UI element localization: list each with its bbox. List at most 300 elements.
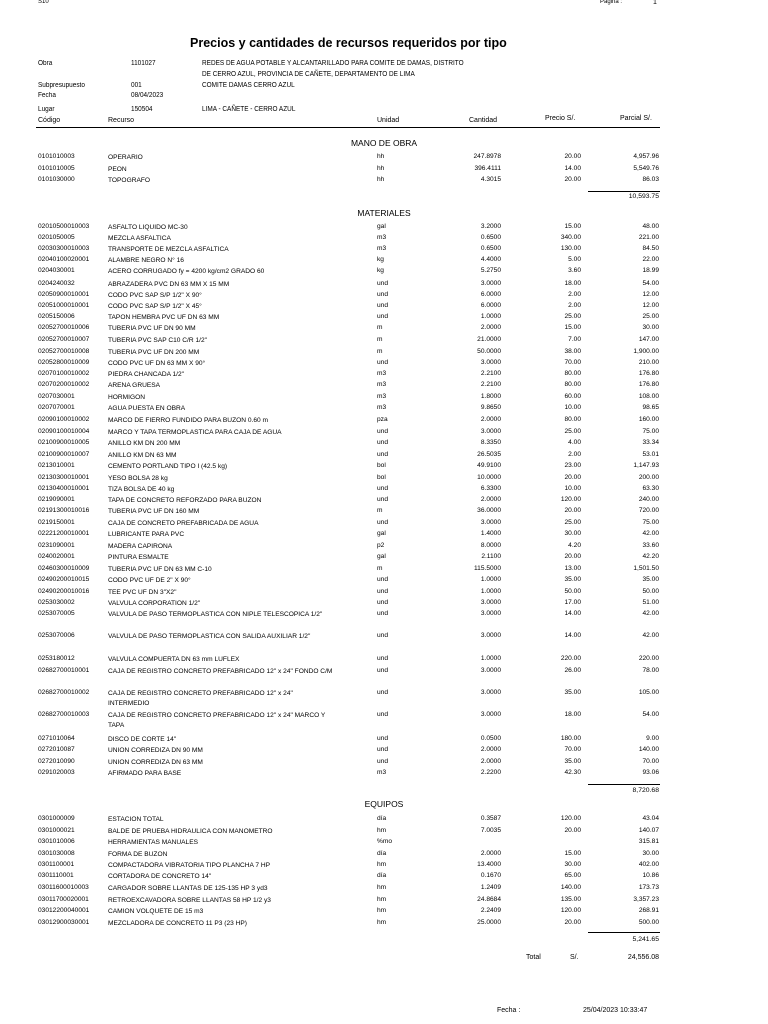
row-partial: 176.80 (638, 370, 659, 377)
row-partial: 98.65 (642, 404, 659, 411)
row-unit: m3 (377, 234, 387, 241)
row-unit: und (377, 711, 389, 718)
row-unit: und (377, 291, 389, 298)
row-price: 20.00 (564, 507, 581, 514)
row-resource: CAMION VOLQUETE DE 15 m3 (108, 908, 204, 915)
row-unit: m3 (377, 245, 387, 252)
row-resource: VALVULA DE PASO TERMOPLASTICA CON SALIDA AUXILIAR 1/2" (108, 633, 311, 640)
section-subtotal: 8,720.68 (632, 787, 659, 794)
row-partial: 50.00 (642, 588, 659, 595)
row-partial: 720.00 (638, 507, 659, 514)
row-price: 20.00 (564, 474, 581, 481)
row-unit: und (377, 302, 389, 309)
row-quantity: 2.2100 (480, 370, 501, 377)
row-quantity: 3.0000 (480, 428, 501, 435)
row-partial: 1,501.50 (633, 565, 659, 572)
row-resource: CEMENTO PORTLAND TIPO I (42.5 kg) (108, 463, 228, 470)
row-partial: 500.00 (638, 919, 659, 926)
row-code: 0253180012 (38, 655, 75, 662)
row-price: 130.00 (560, 245, 581, 252)
row-unit: p2 (377, 542, 385, 549)
row-resource: DISCO DE CORTE 14" (108, 736, 177, 743)
row-partial: 48.00 (642, 223, 659, 230)
row-price: 25.00 (564, 313, 581, 320)
row-code: 0301000021 (38, 827, 75, 834)
row-unit: m3 (377, 393, 387, 400)
row-code: 02070100010002 (38, 370, 90, 377)
section-subtotal: 10,593.75 (628, 193, 659, 200)
row-price: 35.00 (564, 576, 581, 583)
row-unit: día (377, 815, 387, 822)
table-row (0, 302, 768, 312)
footer-fecha-label: Fecha : (497, 1007, 521, 1014)
row-quantity: 3.0000 (480, 610, 501, 617)
row-price: 140.00 (560, 884, 581, 891)
row-quantity: 2.0000 (480, 746, 501, 753)
row-partial: 10.86 (642, 872, 659, 879)
table-row (0, 451, 768, 461)
row-code: 0272010087 (38, 746, 75, 753)
row-partial: 54.00 (642, 711, 659, 718)
row-code: 02460300010009 (38, 565, 90, 572)
row-partial: 140.07 (638, 827, 659, 834)
row-unit: m (377, 348, 383, 355)
row-resource: TUBERIA PVC UF DN 63 MM C-10 (108, 566, 212, 573)
total-value: 24,556.08 (627, 954, 659, 961)
table-row (0, 153, 768, 163)
row-resource: TOPOGRAFO (108, 177, 151, 184)
row-partial: 210.00 (638, 359, 659, 366)
row-unit: und (377, 485, 389, 492)
row-quantity: 3.0000 (480, 599, 501, 606)
row-price: 30.00 (564, 530, 581, 537)
column-header-unidad: Unidad (377, 117, 400, 124)
row-quantity: 6.0000 (480, 302, 501, 309)
row-quantity: 1.8000 (480, 393, 501, 400)
table-row (0, 827, 768, 837)
section-title: MANO DE OBRA (350, 138, 418, 148)
table-row (0, 462, 768, 472)
row-resource: FORMA DE BUZON (108, 851, 168, 858)
table-row (0, 553, 768, 563)
row-code: 0205150006 (38, 313, 75, 320)
row-code: 0219090001 (38, 496, 75, 503)
row-code: 03012200040001 (38, 907, 90, 914)
row-price: 340.00 (560, 234, 581, 241)
row-partial: 42.20 (642, 553, 659, 560)
row-resource: VALVULA DE PASO TERMOPLASTICA CON NIPLE TELESCOPICA 1/2" (108, 611, 323, 618)
row-resource: CODO PVC SAP S/P 1/2" X 45° (108, 303, 202, 310)
row-code: 0101030000 (38, 176, 75, 183)
row-unit: und (377, 758, 389, 765)
column-header-cantidad: Cantidad (469, 117, 498, 124)
row-partial: 5,549.76 (633, 165, 659, 172)
row-unit: und (377, 313, 389, 320)
row-resource: ACERO CORRUGADO fy = 4200 kg/cm2 GRADO 60 (108, 268, 265, 275)
row-code: 0301030008 (38, 850, 75, 857)
row-partial: 35.00 (642, 576, 659, 583)
subtotal-rule (588, 191, 660, 192)
row-price: 14.00 (564, 165, 581, 172)
row-unit: hm (377, 907, 387, 914)
row-resource: LUBRICANTE PARA PVC (108, 531, 185, 538)
row-price: 20.00 (564, 176, 581, 183)
row-unit: kg (377, 267, 384, 274)
row-resource: CORTADORA DE CONCRETO 14" (108, 873, 212, 880)
row-price: 15.00 (564, 324, 581, 331)
row-resource: TEE PVC UF DN 3"X2" (108, 589, 177, 596)
table-row (0, 758, 768, 768)
row-price: 70.00 (564, 359, 581, 366)
subtotal-rule (588, 784, 660, 785)
row-code: 02010500010003 (38, 223, 90, 230)
table-row (0, 416, 768, 426)
row-partial: 160.00 (638, 416, 659, 423)
row-unit: m3 (377, 769, 387, 776)
row-quantity: 0.6500 (480, 245, 501, 252)
row-unit: %mo (377, 838, 393, 845)
row-code: 02070200010002 (38, 381, 90, 388)
row-quantity: 21.0000 (477, 336, 501, 343)
row-quantity: 3.0000 (480, 280, 501, 287)
table-row (0, 165, 768, 175)
row-code: 02040100020001 (38, 256, 90, 263)
row-resource: AFIRMADO PARA BASE (108, 770, 182, 777)
row-unit: und (377, 610, 389, 617)
table-row (0, 359, 768, 369)
row-quantity: 4.3015 (480, 176, 501, 183)
table-row (0, 507, 768, 517)
row-quantity: 2.0000 (480, 758, 501, 765)
row-resource: CAJA DE REGISTRO CONCRETO PREFABRICADO 12" x 24" MARCO Y TAPA (108, 712, 326, 729)
row-quantity: 1.0000 (480, 588, 501, 595)
row-unit: bol (377, 462, 386, 469)
section-subtotal: 5,241.65 (632, 936, 659, 943)
row-resource: ALAMBRE NEGRO N° 16 (108, 257, 184, 264)
lugar-description: LIMA - CAÑETE - CERRO AZUL (202, 106, 296, 113)
row-code: 02052700010006 (38, 324, 90, 331)
row-resource: TAPON HEMBRA PVC UF DN 63 MM (108, 314, 220, 321)
row-price: 80.00 (564, 416, 581, 423)
row-unit: und (377, 689, 389, 696)
row-partial: 12.00 (642, 291, 659, 298)
table-row (0, 919, 768, 929)
row-code: 0253070005 (38, 610, 75, 617)
row-resource: HORMIGON (108, 394, 145, 401)
row-resource: TIZA BOLSA DE 40 kg (108, 486, 175, 493)
row-partial: 42.00 (642, 632, 659, 639)
row-unit: gal (377, 223, 386, 230)
row-code: 0301110001 (38, 872, 74, 879)
row-quantity: 2.0000 (480, 416, 501, 423)
row-unit: día (377, 872, 387, 879)
lugar-code: 150504 (131, 106, 153, 113)
row-unit: hh (377, 153, 385, 160)
fecha-label: Fecha (38, 92, 56, 99)
row-price: 35.00 (564, 689, 581, 696)
row-resource: AGUA PUESTA EN OBRA (108, 405, 186, 412)
footer-fecha-value: 25/04/2023 10:33:47 (583, 1007, 648, 1014)
row-price: 20.00 (564, 827, 581, 834)
row-price: 30.00 (564, 861, 581, 868)
page-label: Página : (600, 0, 623, 5)
row-price: 120.00 (560, 815, 581, 822)
row-unit: und (377, 746, 389, 753)
obra-description-line2: DE CERRO AZUL, PROVINCIA DE CAÑETE, DEPARTAMENTO DE LIMA (202, 71, 415, 78)
row-partial: 63.30 (642, 485, 659, 492)
row-resource: COMPACTADORA VIBRATORIA TIPO PLANCHA 7 HP (108, 862, 271, 869)
table-row (0, 655, 768, 665)
obra-label: Obra (38, 60, 53, 67)
column-header-codigo: Código (38, 117, 61, 124)
table-row (0, 711, 768, 729)
row-unit: und (377, 280, 389, 287)
table-row (0, 896, 768, 906)
table-row (0, 474, 768, 484)
row-quantity: 0.6500 (480, 234, 501, 241)
row-price: 13.00 (564, 565, 581, 572)
row-price: 38.00 (564, 348, 581, 355)
row-quantity: 115.5000 (473, 565, 501, 572)
row-unit: día (377, 850, 387, 857)
row-code: 02130400010001 (38, 485, 90, 492)
row-quantity: 247.8978 (473, 153, 501, 160)
row-partial: 173.73 (638, 884, 659, 891)
row-code: 0201050005 (38, 234, 75, 241)
row-price: 5.00 (568, 256, 581, 263)
row-quantity: 13.4000 (477, 861, 501, 868)
row-resource: TAPA DE CONCRETO REFORZADO PARA BUZON (108, 497, 262, 504)
row-price: 120.00 (560, 496, 581, 503)
row-resource: MADERA CAPIRONA (108, 543, 173, 550)
row-code: 02052800010009 (38, 359, 90, 366)
row-code: 0204240032 (38, 280, 75, 287)
table-row (0, 907, 768, 917)
row-code: 02682700010002 (38, 689, 90, 696)
row-price: 18.00 (564, 280, 581, 287)
row-unit: und (377, 451, 389, 458)
row-unit: hm (377, 884, 387, 891)
row-code: 0253030002 (38, 599, 75, 606)
row-partial: 51.00 (642, 599, 659, 606)
row-code: 02052700010007 (38, 336, 90, 343)
row-unit: und (377, 519, 389, 526)
row-quantity: 49.9100 (477, 462, 501, 469)
row-partial: 221.00 (638, 234, 659, 241)
row-code: 02221200010001 (38, 530, 90, 537)
table-row (0, 313, 768, 323)
row-partial: 147.00 (638, 336, 659, 343)
row-price: 80.00 (564, 370, 581, 377)
row-partial: 9.00 (646, 735, 659, 742)
row-code: 03011700020001 (38, 896, 89, 903)
row-partial: 1,147.93 (633, 462, 659, 469)
row-partial: 3,357.23 (633, 896, 659, 903)
row-partial: 93.06 (642, 769, 659, 776)
row-quantity: 2.0000 (480, 496, 501, 503)
row-code: 02682700010003 (38, 711, 90, 718)
table-row (0, 632, 768, 642)
table-row (0, 667, 768, 677)
table-row (0, 234, 768, 244)
row-code: 02030300010003 (38, 245, 90, 252)
row-resource: ANILLO KM DN 63 MM (108, 452, 177, 459)
row-code: 02052700010008 (38, 348, 90, 355)
row-unit: m (377, 565, 383, 572)
row-unit: hh (377, 176, 385, 183)
row-resource: MEZCLADORA DE CONCRETO 11 P3 (23 HP) (108, 920, 247, 927)
row-partial: 25.00 (642, 313, 659, 320)
row-quantity: 9.8650 (480, 404, 501, 411)
table-row (0, 769, 768, 779)
row-unit: hm (377, 861, 387, 868)
row-partial: 75.00 (642, 519, 659, 526)
row-price: 180.00 (560, 735, 581, 742)
section-title: MATERIALES (357, 208, 411, 218)
row-code: 0101010005 (38, 165, 75, 172)
row-partial: 105.00 (638, 689, 659, 696)
row-code: 03012900030001 (38, 919, 90, 926)
row-resource: ASFALTO LIQUIDO MC-30 (108, 224, 188, 231)
row-partial: 22.00 (642, 256, 659, 263)
row-resource: ANILLO KM DN 200 MM (108, 440, 181, 447)
row-code: 02191300010016 (38, 507, 90, 514)
row-price: 17.00 (564, 599, 581, 606)
row-quantity: 26.5035 (477, 451, 501, 458)
row-code: 0207030001 (38, 393, 75, 400)
row-resource: TUBERIA PVC UF DN 200 MM (108, 349, 200, 356)
table-row (0, 496, 768, 506)
table-row (0, 370, 768, 380)
row-partial: 33.60 (642, 542, 659, 549)
row-partial: 54.00 (642, 280, 659, 287)
row-price: 3.60 (568, 267, 581, 274)
table-row (0, 245, 768, 255)
row-code: 0101010003 (38, 153, 75, 160)
row-price: 35.00 (564, 758, 581, 765)
row-unit: und (377, 359, 389, 366)
row-quantity: 1.4000 (480, 530, 501, 537)
row-code: 02130300010001 (38, 474, 90, 481)
row-partial: 53.01 (642, 451, 659, 458)
fecha-value: 08/04/2023 (131, 92, 164, 99)
row-unit: und (377, 599, 389, 606)
row-quantity: 1.0000 (480, 313, 501, 320)
row-price: 14.00 (564, 632, 581, 639)
table-row (0, 280, 768, 290)
row-partial: 12.00 (642, 302, 659, 309)
row-quantity: 1.0000 (480, 655, 501, 662)
table-row (0, 861, 768, 871)
column-header-precio: Precio S/. (545, 115, 576, 122)
row-resource: TRANSPORTE DE MEZCLA ASFALTICA (108, 246, 229, 253)
row-price: 7.00 (568, 336, 581, 343)
row-resource: ESTACION TOTAL (108, 816, 164, 823)
row-partial: 402.00 (638, 861, 659, 868)
table-row (0, 381, 768, 391)
row-unit: kg (377, 256, 384, 263)
row-code: 02682700010001 (38, 667, 90, 674)
row-partial: 70.00 (642, 758, 659, 765)
row-quantity: 24.8684 (477, 896, 501, 903)
row-unit: und (377, 588, 389, 595)
row-quantity: 6.0000 (480, 291, 501, 298)
row-price: 14.00 (564, 610, 581, 617)
row-price: 2.00 (568, 302, 581, 309)
row-code: 02090100010004 (38, 428, 90, 435)
row-price: 220.00 (560, 655, 581, 662)
row-resource: CODO PVC SAP S/P 1/2" X 90° (108, 292, 202, 299)
row-code: 0271010064 (38, 735, 75, 742)
row-quantity: 3.0000 (480, 667, 501, 674)
table-row (0, 815, 768, 825)
row-code: 0240020001 (38, 553, 75, 560)
subpresupuesto-description: COMITE DAMAS CERRO AZUL (202, 82, 295, 89)
row-code: 02100900010005 (38, 439, 90, 446)
row-unit: pza (377, 416, 388, 423)
row-resource: CAJA DE REGISTRO CONCRETO PREFABRICADO 12" x 24" INTERMEDIO (108, 690, 293, 707)
row-unit: und (377, 576, 389, 583)
row-unit: m3 (377, 370, 387, 377)
row-quantity: 3.0000 (480, 359, 501, 366)
row-resource: HERRAMIENTAS MANUALES (108, 839, 199, 846)
table-row (0, 176, 768, 186)
row-unit: m (377, 507, 383, 514)
row-price: 60.00 (564, 393, 581, 400)
row-code: 0204030001 (38, 267, 75, 274)
row-unit: hh (377, 165, 385, 172)
row-price: 20.00 (564, 919, 581, 926)
row-quantity: 0.3587 (480, 815, 501, 822)
table-row (0, 267, 768, 277)
row-resource: OPERARIO (108, 154, 143, 161)
row-unit: m3 (377, 404, 387, 411)
row-partial: 18.99 (642, 267, 659, 274)
row-partial: 42.00 (642, 530, 659, 537)
row-quantity: 6.3300 (480, 485, 501, 492)
row-code: 0253070006 (38, 632, 75, 639)
row-unit: und (377, 496, 389, 503)
row-quantity: 10.0000 (477, 474, 501, 481)
row-resource: ABRAZADERA PVC DN 63 MM X 15 MM (108, 281, 230, 288)
row-partial: 176.80 (638, 381, 659, 388)
row-partial: 42.00 (642, 610, 659, 617)
row-unit: hm (377, 919, 387, 926)
row-resource: YESO BOLSA 28 kg (108, 475, 168, 482)
row-quantity: 0.1670 (480, 872, 501, 879)
table-row (0, 393, 768, 403)
row-unit: gal (377, 530, 386, 537)
row-unit: gal (377, 553, 386, 560)
row-resource: ARENA GRUESA (108, 382, 161, 389)
row-price: 2.00 (568, 451, 581, 458)
row-price: 120.00 (560, 907, 581, 914)
row-resource: PIEDRA CHANCADA 1/2" (108, 371, 184, 378)
row-price: 25.00 (564, 428, 581, 435)
row-price: 10.00 (564, 404, 581, 411)
row-resource: BALDE DE PRUEBA HIDRAULICA CON MANOMETRO (108, 828, 273, 835)
table-row (0, 256, 768, 266)
table-row (0, 884, 768, 894)
row-unit: m (377, 336, 383, 343)
report-title: Precios y cantidades de recursos requeridos por tipo (190, 36, 507, 50)
obra-code: 1101027 (131, 60, 156, 67)
row-unit: und (377, 428, 389, 435)
row-unit: bol (377, 474, 386, 481)
row-quantity: 50.0000 (477, 348, 501, 355)
row-price: 42.30 (564, 769, 581, 776)
row-quantity: 3.2000 (480, 223, 501, 230)
